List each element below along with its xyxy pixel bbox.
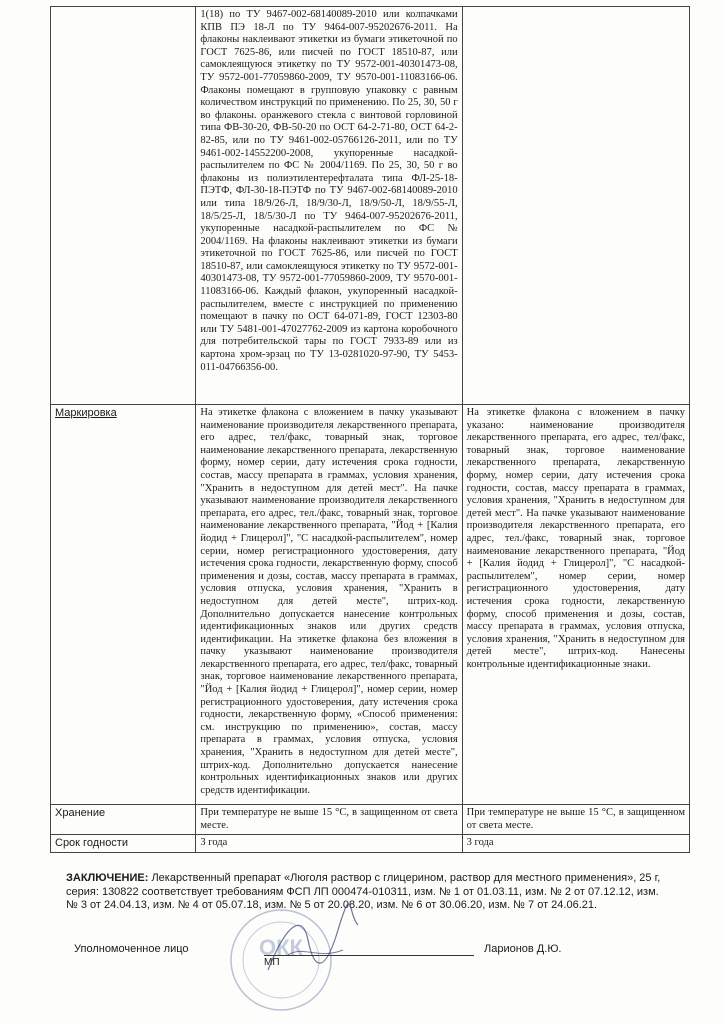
shelf-life-actual: 3 года	[462, 835, 689, 853]
storage-required: При температуре не выше 15 °С, в защищенном от света месте.	[196, 805, 462, 835]
shelf-life-label: Срок годности	[51, 835, 196, 853]
packaging-text: 1(18) по ТУ 9467-002-68140089-2010 или колпачками КПВ ПЭ 18-Л по ТУ 9464-007-95202676-2011. На флаконы наклеивают этикетки из бумаги этикеточной по ГОСТ 7625-86, или писчей по ГОСТ 18510-87, или самоклеящуюся этикетку по ТУ 9572-001-40301473-08, ТУ 9572-001-77059860-2009, ТУ 9570-001-11083166-06. Флаконы помещают в групповую упаковку с равным количеством инструкций по применению. По 25, 30, 50 г во флаконы. оранжевого стекла с винтовой горловиной типа ФВ-30-20, ФВ-50-20 по ОСТ 64-2-71-80, ОСТ 64-2-82-85, или по ТУ 9461-002-05766126-2011, или по ТУ 9461-002-14552200-2008, укупоренные насадкой- распылителем по ФС № 2004/1169. По 25, 30, 50 г во флаконы из полиэтилентерефталата типа ФЛ-25-18-ПЭТФ, ФЛ-30-18-ПЭТФ по ТУ 9467-002-68140089-2010 или типа 18/9/26-Л, 18/9/30-Л, 18/9/50-Л, 18/9/55-Л, 18/5/25-Л, 18/5/30-Л по ТУ 9464-007-95202676-2011, укупоренные насадкой-распылителем по ФС № 2004/1169. На флаконы наклеивают этикетки из бумаги этикеточной по ГОСТ 7625-86, или писчей по ГОСТ 18510-87, или самоклеящуюся этикетку по ТУ 9572-001-40301473-08, ТУ 9572-001-77059860-2009, ТУ 9570-001-11083166-06. Каждый флакон, укупоренный насадкой-распылителем, вместе с инструкцией по применению помещают в пачку по ОСТ 64-071-89, ГОСТ 12303-80 или ТУ 5481-001-47027762-2009 из картона коробочного для потребительской тары по ГОСТ 7933-89 или из картона хром-эрзац по ТУ 13-0281020-97-90, ТУ 5453-011-04766356-00.	[196, 7, 462, 405]
marking-row	[51, 405, 690, 805]
storage-actual: При температуре не выше 15 °С, в защищенном от света месте.	[462, 805, 689, 835]
signer-name: Ларионов Д.Ю.	[484, 943, 562, 955]
storage-label: Хранение	[51, 805, 196, 835]
stamp-text: ОКК	[259, 935, 303, 960]
storage-row	[51, 805, 690, 835]
mp-label: МП	[264, 957, 280, 968]
signature-row	[74, 943, 594, 983]
spec-table	[50, 6, 690, 853]
packaging-row	[51, 7, 690, 405]
signature-line	[264, 955, 474, 956]
authorized-person-label: Уполномоченное лицо	[74, 943, 189, 955]
packaging-label-cell	[51, 7, 196, 405]
marking-text-actual: На этикетке флакона с вложением в пачку указано: наименование производителя лекарственного препарата, его адрес, тел/факс, товарный знак, торговое наименование лекарственного препарата, лекарственную форму, номер серии, дату истечения срока годности, состав, массу препарата в граммах, условия хранения, "Хранить в недоступном для детей мест". На пачке указывают наименование производителя лекарственного препарата, его адрес, тел./факс, товарный знак, торговое наименование лекарственного препарата, "Йод + [Калия йодид + Глицерол]", "С насадкой-распылителем", номер серии, номер регистрационного удостоверения, дату истечения срока годности, лекарственную форму, способ применения и дозы, состав, массу препарата в граммах, условия отпуска, условия хранения, "Хранить в недоступном для детей месте", штрих-код. Нанесены контрольные идентификационные знаки.	[462, 405, 689, 805]
shelf-life-row	[51, 835, 690, 853]
shelf-life-required: 3 года	[196, 835, 462, 853]
marking-label: Маркировка	[51, 405, 196, 805]
conclusion-heading: ЗАКЛЮЧЕНИЕ:	[66, 872, 149, 884]
conclusion-text: Лекарственный препарат «Люголя раствор с глицерином, раствор для местного применения», 25 г, серия: 130822 соответствует требованиям ФСП ЛП 000474-010311, изм. № 1 от 01.03.11, изм. № 2 от 07.12.12, изм. № 3 от 24.04.13, изм. № 4 от 05.07.18, изм. № 5 от 20.08.20, изм. № 6 от 30.06.20, изм. № 7 от 24.06.21.	[66, 872, 661, 911]
packaging-empty-cell	[462, 7, 689, 405]
marking-text-required: На этикетке флакона с вложением в пачку указывают наименование производителя лекарственного препарата, его адрес, тел/факс, товарный знак, торговое наименование лекарственного препарата, лекарственную форму, номер серии, дату истечения срока годности, состав, массу препарата в граммах, условия хранения, "Хранить в недоступном для детей мест". На пачке указывают наименование производителя лекарственного препарата, его адрес, тел./факс, товарный знак, торговое наименование лекарственного препарата, "Йод + [Калия йодид + Глицерол]", "С насадкой-распылителем", номер серии, номер регистрационного удостоверения, дату истечения срока годности, лекарственную форму, способ применения и дозы, состав, массу препарата в граммах, условия отпуска, условия хранения, "Хранить в недоступном для детей месте", штрих-код. Дополнительно допускается нанесение контрольных идентификационных знаков или других средств идентификации. На этикетке флакона без вложения в пачку указывают наименование производителя лекарственного препарата, его адрес, тел/факс, товарный знак, торговое наименование лекарственного препарата, "Йод + [Калия йодид + Глицерол]", номер серии, номер регистрационного удостоверения, дату истечения срока годности, лекарственную форму, «Способ применения: см. инструкцию по применению», состав, массу препарата в граммах, условия отпуска, условия хранения, "Хранить в недоступном для детей месте", штрих-код. Дополнительно допускается нанесение контрольных идентификационных знаков или других средств идентификации.	[196, 405, 462, 805]
